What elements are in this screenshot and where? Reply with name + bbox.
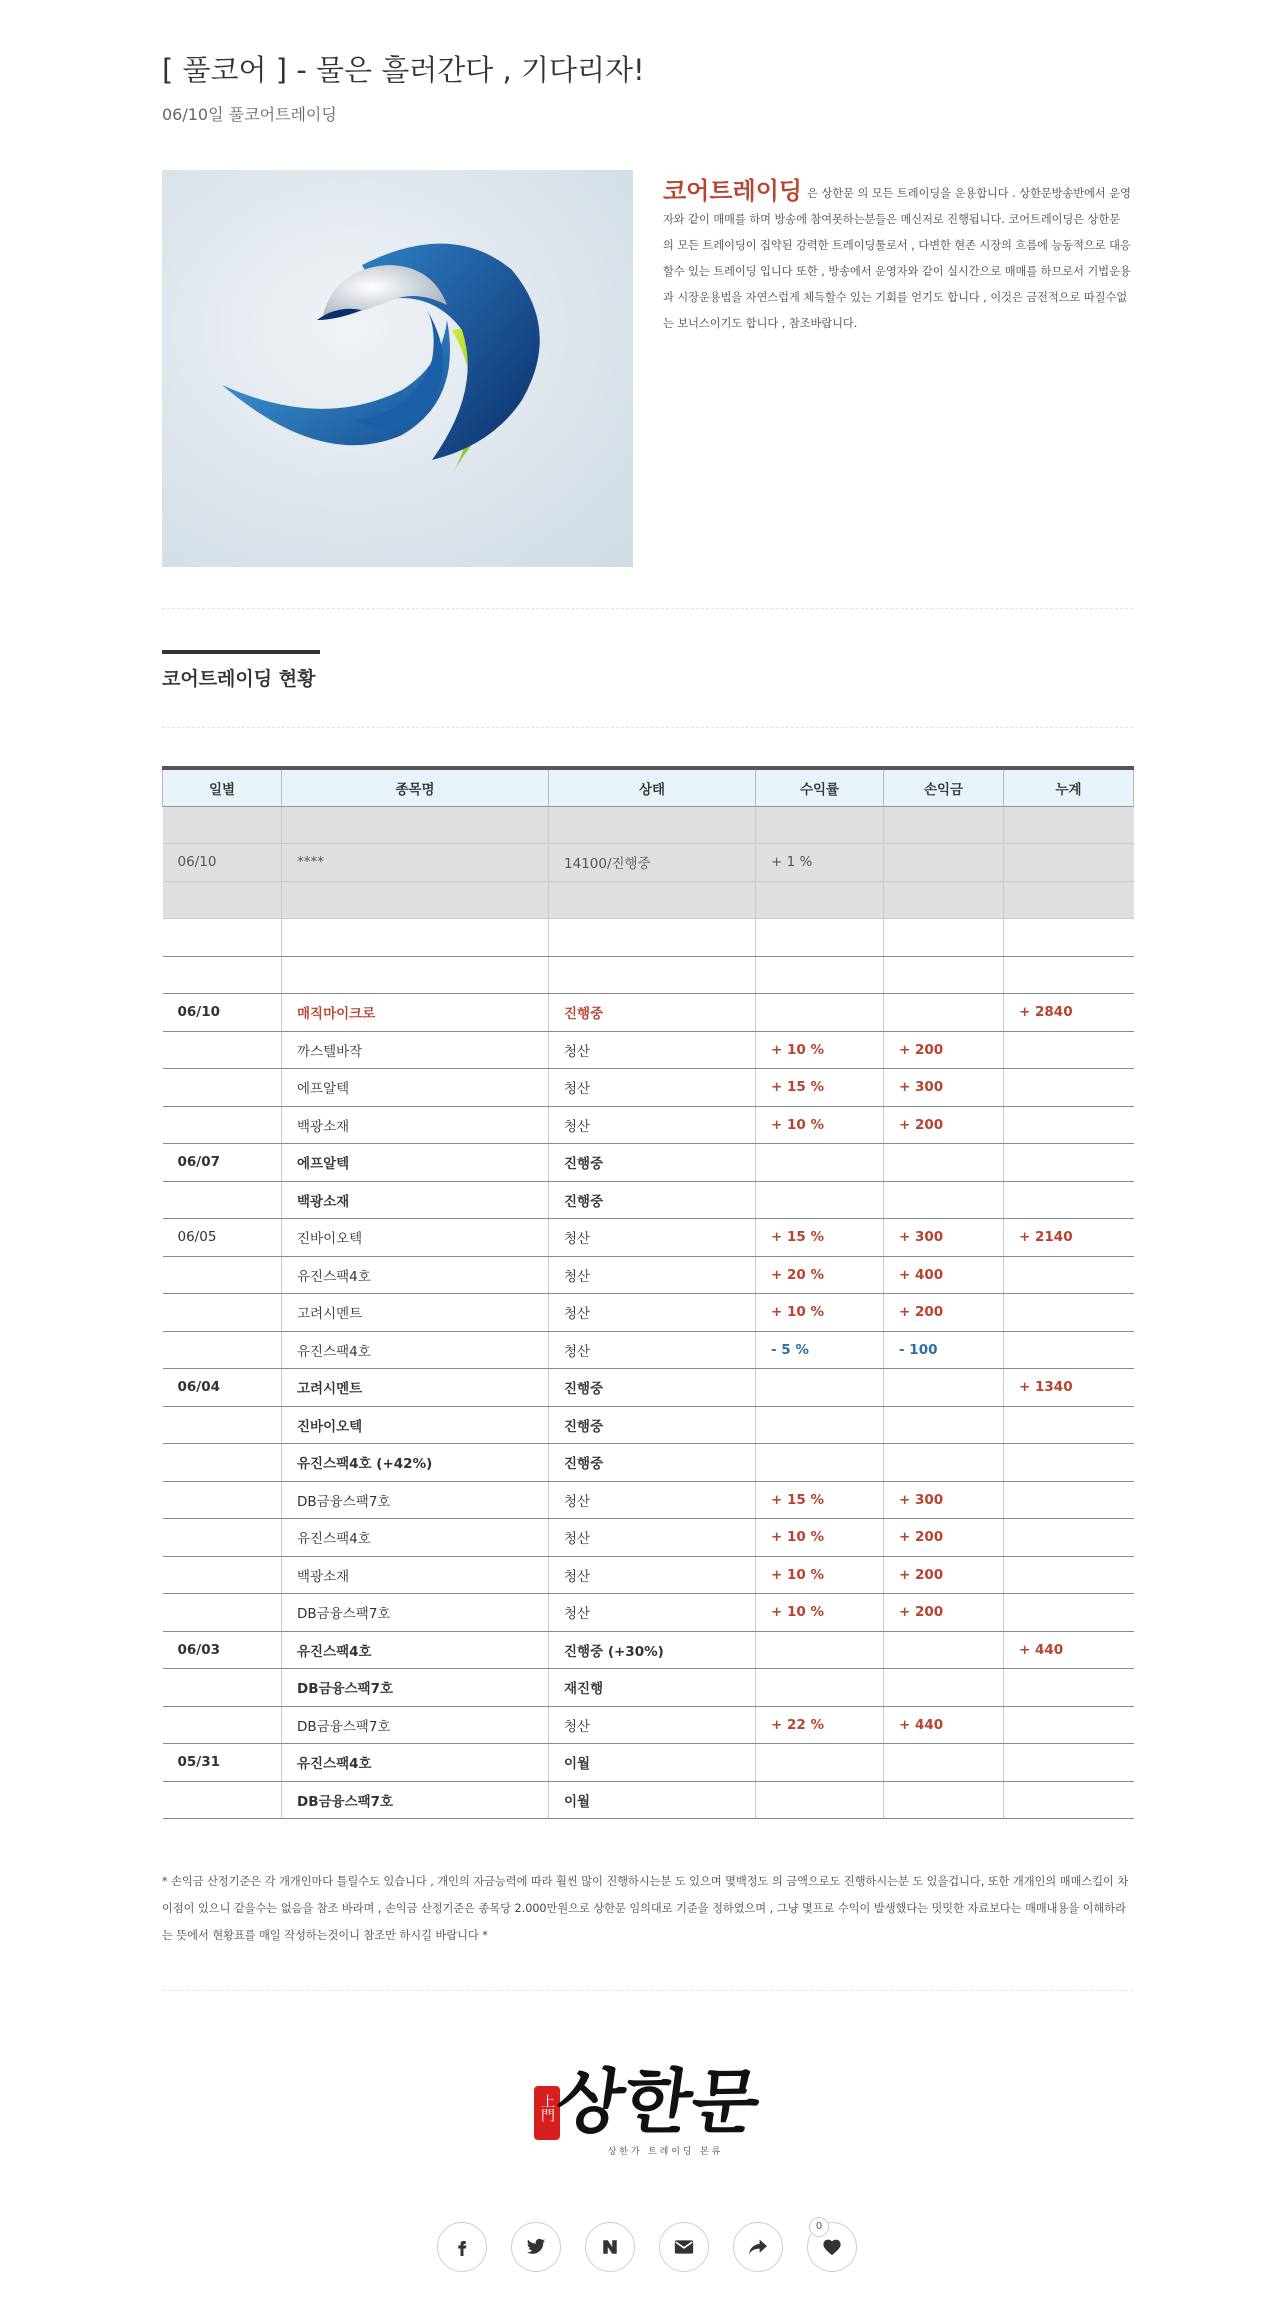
- intro-paragraph: [663, 178, 1133, 337]
- cell-stock: [282, 919, 549, 957]
- cell-status: [549, 881, 756, 919]
- cell-stock: 백광소재: [282, 1181, 549, 1219]
- cell-pnl: [884, 1181, 1004, 1219]
- cell-pnl: - 100: [884, 1331, 1004, 1369]
- header-return: 수익률: [756, 768, 884, 806]
- twitter-share-button[interactable]: [511, 2222, 561, 2272]
- cell-date: [163, 1069, 282, 1107]
- cell-status: 청산: [549, 1331, 756, 1369]
- divider: [162, 1990, 1133, 1991]
- cell-date: 06/10: [163, 994, 282, 1032]
- cell-cumulative: [1004, 1406, 1134, 1444]
- cell-status: 14100/진행중: [549, 844, 756, 882]
- cell-status: [549, 919, 756, 957]
- table-row: [163, 1594, 1134, 1632]
- cell-stock: 고려시멘트: [282, 1294, 549, 1332]
- cell-pnl: + 400: [884, 1256, 1004, 1294]
- table-row: [163, 1781, 1134, 1819]
- share-link-button[interactable]: [733, 2222, 783, 2272]
- table-row: [163, 1256, 1134, 1294]
- cell-date: [163, 956, 282, 994]
- cell-stock: [282, 956, 549, 994]
- header-stock: 종목명: [282, 768, 549, 806]
- cell-pnl: + 300: [884, 1481, 1004, 1519]
- cell-pnl: + 200: [884, 1594, 1004, 1632]
- table-row: [163, 806, 1134, 844]
- table-header-row: [163, 768, 1134, 806]
- cell-pnl: [884, 1669, 1004, 1707]
- table-row: [163, 1219, 1134, 1257]
- cell-cumulative: + 2840: [1004, 994, 1134, 1032]
- cell-pnl: [884, 881, 1004, 919]
- cell-cumulative: [1004, 1144, 1134, 1182]
- share-icon: [748, 2238, 768, 2256]
- cell-return: [756, 1181, 884, 1219]
- mail-icon: [674, 2239, 694, 2255]
- cell-return: [756, 1669, 884, 1707]
- cell-pnl: [884, 806, 1004, 844]
- cell-status: 청산: [549, 1069, 756, 1107]
- cell-date: [163, 1031, 282, 1069]
- cell-stock: 에프알텍: [282, 1144, 549, 1182]
- facebook-icon: [453, 2238, 471, 2256]
- table-row: [163, 1406, 1134, 1444]
- cell-stock: 백광소재: [282, 1556, 549, 1594]
- table-row: [163, 1669, 1134, 1707]
- cell-cumulative: [1004, 1181, 1134, 1219]
- cell-return: [756, 1406, 884, 1444]
- table-row: [163, 1744, 1134, 1782]
- cell-status: [549, 806, 756, 844]
- cell-cumulative: [1004, 806, 1134, 844]
- cell-return: [756, 1631, 884, 1669]
- cell-date: [163, 1256, 282, 1294]
- cell-return: + 10 %: [756, 1294, 884, 1332]
- cell-date: 05/31: [163, 1744, 282, 1782]
- cell-date: 06/04: [163, 1369, 282, 1407]
- logo-subtitle: 상 한 가 트 레 이 딩 본 류: [607, 2147, 721, 2157]
- cell-status: 청산: [549, 1481, 756, 1519]
- naver-share-button[interactable]: [585, 2222, 635, 2272]
- header-date: 일별: [163, 768, 282, 806]
- cell-status: 청산: [549, 1519, 756, 1557]
- table-row: [163, 1444, 1134, 1482]
- cell-date: [163, 1444, 282, 1482]
- cell-pnl: [884, 844, 1004, 882]
- cell-stock: 유진스팩4호: [282, 1631, 549, 1669]
- cell-return: + 1 %: [756, 844, 884, 882]
- cell-status: 이월: [549, 1744, 756, 1782]
- cell-date: [163, 919, 282, 957]
- table-row: [163, 1106, 1134, 1144]
- header-pnl: 손익금: [884, 768, 1004, 806]
- cell-status: [549, 956, 756, 994]
- cell-stock: DB금융스팩7호: [282, 1594, 549, 1632]
- cell-return: [756, 1744, 884, 1782]
- cell-cumulative: [1004, 1519, 1134, 1557]
- cell-stock: 고려시멘트: [282, 1369, 549, 1407]
- table-row: [163, 1556, 1134, 1594]
- cell-stock: ****: [282, 844, 549, 882]
- cell-cumulative: [1004, 1444, 1134, 1482]
- heart-icon: [822, 2238, 842, 2256]
- header-status: 상태: [549, 768, 756, 806]
- cell-stock: 유진스팩4호 (+42%): [282, 1444, 549, 1482]
- cell-date: [163, 1556, 282, 1594]
- cell-date: [163, 1331, 282, 1369]
- cell-cumulative: [1004, 1106, 1134, 1144]
- cell-pnl: + 200: [884, 1031, 1004, 1069]
- table-row: [163, 1481, 1134, 1519]
- cell-cumulative: [1004, 1331, 1134, 1369]
- cell-date: [163, 1594, 282, 1632]
- cell-status: 청산: [549, 1256, 756, 1294]
- cell-return: [756, 806, 884, 844]
- cell-status: 청산: [549, 1594, 756, 1632]
- cell-date: [163, 1706, 282, 1744]
- post-title: [ 풀코어 ] - 물은 흘러간다 , 기다리자!: [162, 53, 645, 87]
- table-row: [163, 1069, 1134, 1107]
- post-meta: 06/10일 풀코어트레이딩: [162, 105, 337, 124]
- table-row: [163, 956, 1134, 994]
- table-row: [163, 1031, 1134, 1069]
- cell-cumulative: [1004, 1256, 1134, 1294]
- cell-stock: 진바이오텍: [282, 1406, 549, 1444]
- cell-date: [163, 1669, 282, 1707]
- cell-return: [756, 1369, 884, 1407]
- cell-status: 재진행: [549, 1669, 756, 1707]
- divider: [162, 727, 1133, 728]
- cell-date: 06/10: [163, 844, 282, 882]
- cell-pnl: [884, 994, 1004, 1032]
- table-body: [163, 806, 1134, 1819]
- divider: [162, 608, 1133, 609]
- cell-status: 진행중: [549, 1406, 756, 1444]
- cell-pnl: + 300: [884, 1069, 1004, 1107]
- cell-status: 청산: [549, 1294, 756, 1332]
- core-trading-logo-image: [162, 170, 633, 567]
- cell-cumulative: [1004, 1294, 1134, 1332]
- cell-status: 진행중: [549, 994, 756, 1032]
- twitter-icon: [526, 2238, 546, 2256]
- table-row: [163, 1181, 1134, 1219]
- cell-cumulative: [1004, 1706, 1134, 1744]
- cell-stock: DB금융스팩7호: [282, 1706, 549, 1744]
- cell-stock: 까스텔바작: [282, 1031, 549, 1069]
- cell-cumulative: [1004, 1031, 1134, 1069]
- cell-date: [163, 1406, 282, 1444]
- cell-status: 청산: [549, 1219, 756, 1257]
- facebook-share-button[interactable]: [437, 2222, 487, 2272]
- cell-pnl: [884, 956, 1004, 994]
- cell-cumulative: + 1340: [1004, 1369, 1134, 1407]
- cell-return: + 15 %: [756, 1219, 884, 1257]
- table-row: [163, 994, 1134, 1032]
- cell-cumulative: [1004, 956, 1134, 994]
- table-row: [163, 1294, 1134, 1332]
- seal-text: 上門: [539, 2094, 555, 2122]
- cell-return: + 10 %: [756, 1106, 884, 1144]
- cell-pnl: [884, 1144, 1004, 1182]
- table-row: [163, 1519, 1134, 1557]
- cell-date: [163, 806, 282, 844]
- cell-cumulative: [1004, 1594, 1134, 1632]
- cell-stock: [282, 881, 549, 919]
- cell-status: 진행중: [549, 1369, 756, 1407]
- table-row: [163, 1331, 1134, 1369]
- cell-stock: [282, 806, 549, 844]
- cell-cumulative: [1004, 1069, 1134, 1107]
- cell-stock: 백광소재: [282, 1106, 549, 1144]
- cell-return: [756, 1781, 884, 1819]
- disclaimer-note: * 손익금 산정기준은 각 개개인마다 틀릴수도 있습니다 , 개인의 자금능력에 따라 훨씬 많이 진행하시는분 도 있으며 몇백정도 의 금액으로도 진행하시는분 도 있을겁니다, 또한 개개인의 매매스킬이 차이점이 있으니 같을수는 없음을 참조 바라며 , 손익금 산정기준은 종목당 2.000만원으로 상한문 임의대로 기준을 정하였으며 , 그냥 몇프로 수익이 발생했다는 밋밋한 자료보다는 매매내용을 이해하라는 뜻에서 현황표를 매일 작성하는것이니 참조만 하시길 바랍니다 *: [162, 1875, 1129, 1942]
- table-row: [163, 844, 1134, 882]
- cell-stock: 매직마이크로: [282, 994, 549, 1032]
- cell-return: + 15 %: [756, 1481, 884, 1519]
- section-title: 코어트레이딩 현황: [162, 668, 316, 690]
- mail-share-button[interactable]: [659, 2222, 709, 2272]
- cell-cumulative: [1004, 1556, 1134, 1594]
- cell-stock: 진바이오텍: [282, 1219, 549, 1257]
- cell-pnl: + 200: [884, 1106, 1004, 1144]
- cell-status: 청산: [549, 1106, 756, 1144]
- header-cumulative: 누계: [1004, 768, 1134, 806]
- cell-return: [756, 1444, 884, 1482]
- cell-stock: 유진스팩4호: [282, 1744, 549, 1782]
- cell-pnl: + 200: [884, 1294, 1004, 1332]
- trading-status-table: [162, 766, 1134, 1819]
- cell-stock: 유진스팩4호: [282, 1519, 549, 1557]
- cell-cumulative: + 440: [1004, 1631, 1134, 1669]
- section-accent-bar: [162, 650, 320, 654]
- like-count-badge: 0: [809, 2217, 829, 2237]
- cell-return: [756, 956, 884, 994]
- cell-stock: 유진스팩4호: [282, 1256, 549, 1294]
- cell-cumulative: [1004, 1669, 1134, 1707]
- table-row: [163, 881, 1134, 919]
- cell-return: + 15 %: [756, 1069, 884, 1107]
- cell-return: [756, 881, 884, 919]
- cell-pnl: + 200: [884, 1519, 1004, 1557]
- cell-return: [756, 1144, 884, 1182]
- brand-name: 코어트레이딩: [663, 177, 803, 205]
- cell-date: [163, 881, 282, 919]
- cell-pnl: [884, 919, 1004, 957]
- cell-stock: 에프알텍: [282, 1069, 549, 1107]
- cell-date: [163, 1294, 282, 1332]
- cell-pnl: + 200: [884, 1556, 1004, 1594]
- cell-stock: 유진스팩4호: [282, 1331, 549, 1369]
- cell-pnl: [884, 1631, 1004, 1669]
- cell-cumulative: [1004, 844, 1134, 882]
- cell-status: 진행중 (+30%): [549, 1631, 756, 1669]
- intro-text: 은 상한문 의 모든 트레이딩을 운용합니다 . 상한문방송반에서 운영자와 같이 매매를 하며 방송에 참여못하는분들은 메신저로 진행됩니다. 코어트레이딩은 상한문 의 모든 트레이딩이 집약된 강력한 트레이딩툴로서 , 다변한 현존 시장의 흐름에 능동적으로 대응할수 있는 트레이딩 입니다 또한 , 방송에서 운영자와 같이 실시간으로 매매를 하므로서 기법운용 과 시장운용법을 자연스럽게 체득할수 있는 기회를 얻기도 합니다 , 이것은 금전적으로 따질수없는 보너스이기도 합니다 , 참조바랍니다.: [663, 187, 1131, 330]
- cell-pnl: + 300: [884, 1219, 1004, 1257]
- cell-pnl: + 440: [884, 1706, 1004, 1744]
- cell-date: [163, 1519, 282, 1557]
- cell-return: - 5 %: [756, 1331, 884, 1369]
- naver-icon: [601, 2238, 619, 2256]
- cell-pnl: [884, 1781, 1004, 1819]
- cell-pnl: [884, 1444, 1004, 1482]
- cell-return: + 10 %: [756, 1594, 884, 1632]
- cell-return: + 10 %: [756, 1031, 884, 1069]
- cell-status: 청산: [549, 1556, 756, 1594]
- cell-cumulative: [1004, 881, 1134, 919]
- cell-return: + 10 %: [756, 1556, 884, 1594]
- cell-cumulative: [1004, 1481, 1134, 1519]
- cell-cumulative: [1004, 919, 1134, 957]
- cell-stock: DB금융스팩7호: [282, 1669, 549, 1707]
- table-row: [163, 1144, 1134, 1182]
- cell-date: [163, 1106, 282, 1144]
- cell-return: [756, 994, 884, 1032]
- table-row: [163, 1706, 1134, 1744]
- cell-status: 청산: [549, 1031, 756, 1069]
- cell-status: 이월: [549, 1781, 756, 1819]
- cell-date: [163, 1781, 282, 1819]
- cell-date: [163, 1181, 282, 1219]
- cell-status: 진행중: [549, 1444, 756, 1482]
- table-row: [163, 1369, 1134, 1407]
- cell-return: + 22 %: [756, 1706, 884, 1744]
- cell-status: 청산: [549, 1706, 756, 1744]
- cell-return: + 20 %: [756, 1256, 884, 1294]
- cell-cumulative: [1004, 1744, 1134, 1782]
- logo-text: 상한문: [550, 2061, 766, 2143]
- cell-date: 06/05: [163, 1219, 282, 1257]
- cell-cumulative: [1004, 1781, 1134, 1819]
- cell-return: + 10 %: [756, 1519, 884, 1557]
- table-row: [163, 1631, 1134, 1669]
- cell-cumulative: + 2140: [1004, 1219, 1134, 1257]
- cell-date: [163, 1481, 282, 1519]
- cell-return: [756, 919, 884, 957]
- cell-stock: DB금융스팩7호: [282, 1781, 549, 1819]
- cell-pnl: [884, 1406, 1004, 1444]
- cell-status: 진행중: [549, 1144, 756, 1182]
- cell-pnl: [884, 1744, 1004, 1782]
- cell-date: 06/03: [163, 1631, 282, 1669]
- cell-pnl: [884, 1369, 1004, 1407]
- table-row: [163, 919, 1134, 957]
- cell-status: 진행중: [549, 1181, 756, 1219]
- cell-date: 06/07: [163, 1144, 282, 1182]
- sanghanmun-logo: [532, 2038, 772, 2162]
- cell-stock: DB금융스팩7호: [282, 1481, 549, 1519]
